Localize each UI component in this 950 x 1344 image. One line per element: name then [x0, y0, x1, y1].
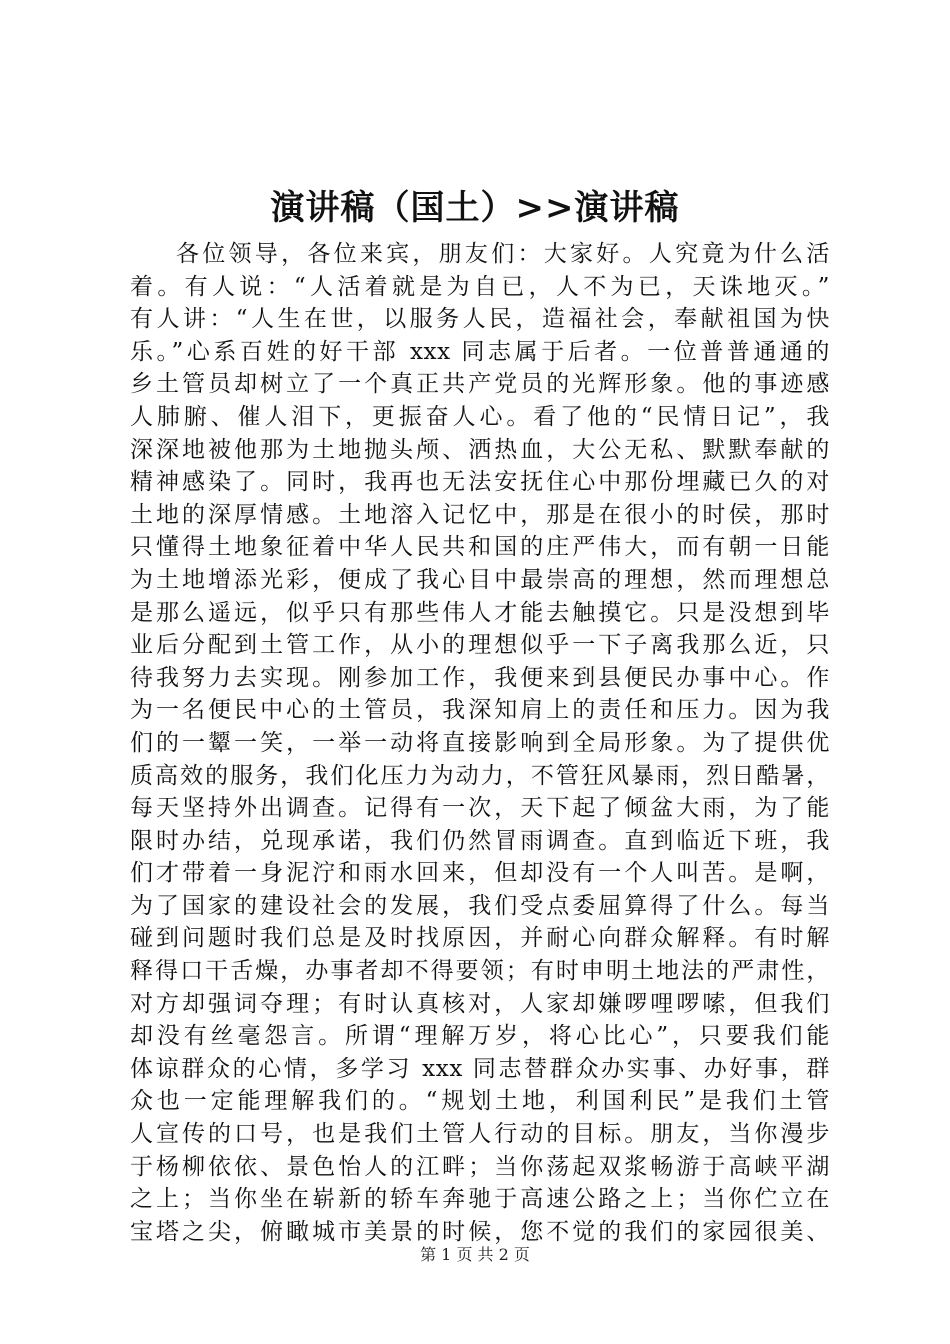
text-line: 土地的深厚情感。土地溶入记忆中，那是在很小的时侯，那时	[130, 501, 830, 528]
body-paragraph	[130, 238, 830, 1248]
text-line: 乐。”心系百姓的好干部 xxx 同志属于后者。一位普普通通的	[130, 338, 830, 365]
text-line: 各位领导，各位来宾，朋友们：大家好。人究竟为什么活	[176, 241, 830, 267]
page-footer: 第 1 页 共 2 页	[420, 1245, 530, 1264]
text-line: 人肺腑、催人泪下，更振奋人心。看了他的“民情日记”，我	[130, 403, 830, 430]
text-line: 精神感染了。同时，我再也无法安抚住心中那份埋藏已久的对	[130, 469, 830, 496]
text-line: 乡土管员却树立了一个真正共产党员的光辉形象。他的事迹感	[130, 371, 830, 398]
text-line: 们的一颦一笑，一举一动将直接影响到全局形象。为了提供优	[130, 729, 830, 756]
text-line: 只懂得土地象征着中华人民共和国的庄严伟大，而有朝一日能	[130, 534, 830, 561]
text-line: 有人讲：“人生在世，以服务人民，造福社会，奉献祖国为快	[130, 306, 830, 333]
text-line: 体谅群众的心情，多学习 xxx 同志替群众办实事、办好事，群	[130, 1055, 830, 1082]
text-line: 业后分配到土管工作，从小的理想似乎一下子离我那么近，只	[130, 632, 830, 659]
text-line: 为一名便民中心的土管员，我深知肩上的责任和压力。因为我	[130, 697, 830, 724]
page-title: 演讲稿（国土）>>演讲稿	[270, 188, 680, 228]
text-line: 人宣传的口号，也是我们土管人行动的目标。朋友，当你漫步	[130, 1121, 830, 1148]
text-line: 着。有人说：“人活着就是为自已，人不为已，天诛地灭。”	[130, 273, 830, 300]
text-line: 们才带着一身泥泞和雨水回来，但却没有一个人叫苦。是啊，	[130, 860, 830, 887]
text-line: 释得口干舌燥，办事者却不得要领；有时申明土地法的严肃性，	[130, 958, 830, 985]
text-line: 却没有丝毫怨言。所谓“理解万岁，将心比心”，只要我们能	[130, 1023, 830, 1050]
text-line: 每天坚持外出调查。记得有一次，天下起了倾盆大雨，为了能	[130, 795, 830, 822]
text-line: 限时办结，兑现承诺，我们仍然冒雨调查。直到临近下班，我	[130, 827, 830, 854]
text-line: 宝塔之尖，俯瞰城市美景的时候，您不觉的我们的家园很美、	[130, 1218, 830, 1245]
text-line: 深深地被他那为土地抛头颅、洒热血，大公无私、默默奉献的	[130, 436, 830, 463]
text-line: 待我努力去实现。刚参加工作，我便来到县便民办事中心。作	[130, 664, 830, 691]
text-line: 质高效的服务，我们化压力为动力，不管狂风暴雨，烈日酷暑，	[130, 762, 830, 789]
text-line: 为土地增添光彩，便成了我心目中最崇高的理想，然而理想总	[130, 566, 830, 593]
text-line: 是那么遥远，似乎只有那些伟人才能去触摸它。只是没想到毕	[130, 599, 830, 626]
text-line: 为了国家的建设社会的发展，我们受点委屈算得了什么。每当	[130, 892, 830, 919]
text-line: 于杨柳依依、景色怡人的江畔；当你荡起双浆畅游于高峡平湖	[130, 1153, 830, 1180]
text-line: 之上；当你坐在崭新的轿车奔驰于高速公路之上；当你伫立在	[130, 1186, 830, 1213]
text-line: 众也一定能理解我们的。“规划土地，利国利民”是我们土管	[130, 1088, 830, 1115]
text-line: 对方却强词夺理；有时认真核对，人家却嫌啰哩啰嗦，但我们	[130, 990, 830, 1017]
text-line: 碰到问题时我们总是及时找原因，并耐心向群众解释。有时解	[130, 925, 830, 952]
